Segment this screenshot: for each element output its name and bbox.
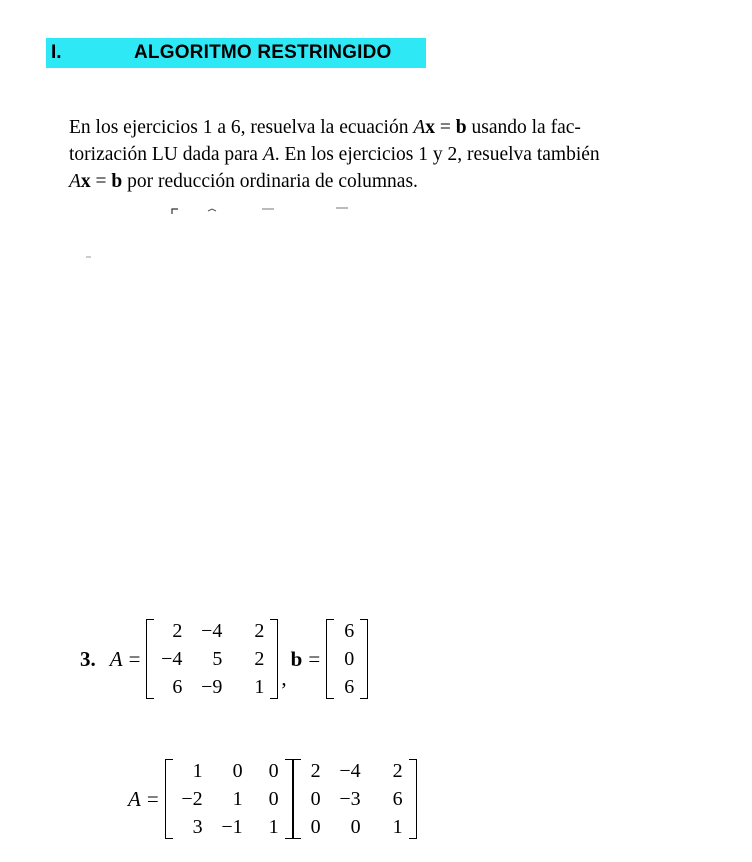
matrix-cell: 0: [268, 788, 279, 810]
matrix-cell: 2: [310, 760, 321, 782]
vector-b-label: b: [290, 646, 303, 671]
matrix-cell: 1: [192, 760, 203, 782]
lu-factorization: [128, 757, 417, 841]
instructions-line-2: torización LU dada para A. En los ejercicios 1 y 2, resuelva también: [69, 144, 600, 165]
section-header: [46, 38, 426, 68]
matrix-cell: 2: [254, 648, 265, 670]
matrix-U: [293, 757, 417, 841]
matrix-cell: −4: [339, 760, 361, 782]
matrix-cell: 3: [192, 816, 203, 838]
matrix-cell: −2: [181, 788, 203, 810]
vector-cell: 0: [344, 648, 355, 670]
exercise-3: [80, 617, 368, 701]
equals-sign: =: [146, 786, 159, 811]
matrix-cell: 2: [254, 620, 265, 642]
matrix-L: [165, 757, 293, 841]
exercise-number: 3.: [80, 646, 96, 671]
matrix-cell: −4: [201, 620, 223, 642]
vector-cell: 6: [344, 676, 355, 698]
matrix-cell: 0: [268, 760, 279, 782]
section-title: ALGORITMO RESTRINGIDO: [134, 42, 392, 63]
matrix-cell: 1: [392, 816, 403, 838]
instructions-line-1: En los ejercicios 1 a 6, resuelva la ecuación Ax = b usando la fac-: [69, 117, 581, 138]
matrix-A: [146, 617, 278, 701]
factorization-A-label: A: [128, 786, 141, 811]
matrix-cell: 6: [172, 676, 183, 698]
matrix-cell: −4: [161, 648, 183, 670]
vector-cell: 6: [344, 620, 355, 642]
matrix-cell: 1: [254, 676, 265, 698]
vector-b: [326, 617, 368, 701]
matrix-cell: 1: [268, 816, 279, 838]
matrix-cell: 2: [172, 620, 183, 642]
matrix-cell: 1: [232, 788, 243, 810]
section-number: I.: [51, 42, 62, 63]
matrix-cell: −3: [339, 788, 361, 810]
matrix-cell: 0: [350, 816, 361, 838]
matrix-cell: 0: [232, 760, 243, 782]
instructions-paragraph: [69, 114, 729, 195]
comma: ,: [281, 666, 287, 690]
matrix-cell: 0: [310, 788, 321, 810]
equals-sign: =: [308, 646, 321, 671]
scan-artifact: [170, 205, 360, 215]
matrix-cell: 5: [212, 648, 223, 670]
matrix-cell: −1: [221, 816, 243, 838]
instructions-line-3: Ax = b por reducción ordinaria de columnas.: [69, 171, 418, 192]
scan-dot: [86, 255, 92, 259]
matrix-cell: 2: [392, 760, 403, 782]
equals-sign: =: [128, 646, 141, 671]
matrix-cell: −9: [201, 676, 223, 698]
matrix-cell: 6: [392, 788, 403, 810]
matrix-cell: 0: [310, 816, 321, 838]
matrix-A-label: A: [109, 646, 123, 671]
